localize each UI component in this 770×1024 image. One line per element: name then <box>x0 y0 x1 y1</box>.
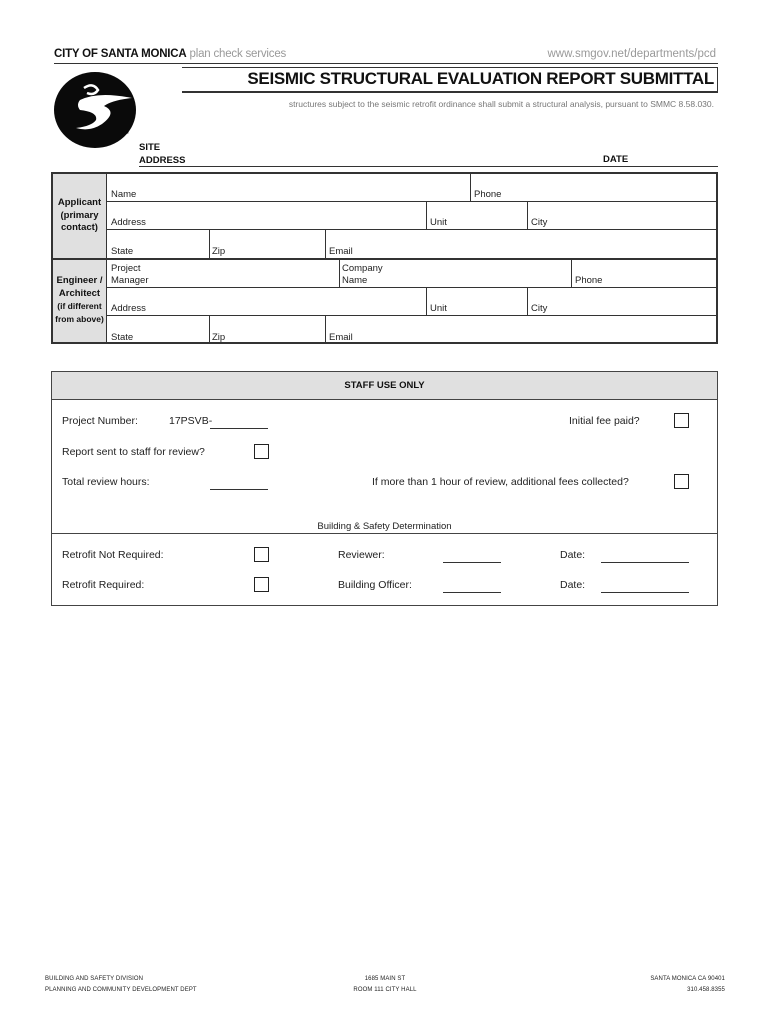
footer-address: 1685 MAIN ST ROOM 111 CITY HALL <box>353 976 417 993</box>
header-agency-line <box>54 48 286 60</box>
project-number-prefix: 17PSVB- <box>169 415 213 427</box>
applicant-state-field[interactable]: State <box>111 246 134 257</box>
engineer-unit-field[interactable]: Unit <box>430 303 447 314</box>
project-number-input[interactable] <box>210 428 268 429</box>
engineer-company-name-field[interactable]: Company Name <box>342 263 383 286</box>
applicant-city-field[interactable]: City <box>531 217 548 228</box>
engineer-state-field[interactable]: State <box>111 332 134 343</box>
footer-division: BUILDING AND SAFETY DIVISION PLANNING AND COMMUNITY DEVELOPMENT DEPT <box>45 976 197 993</box>
title-description: structures subject to the seismic retrofit ordinance shall submit a structural analysis, pursuant to SMMC 8.58.030. <box>288 99 714 109</box>
applicant-name-field[interactable]: Name <box>111 189 137 200</box>
col-divider <box>325 315 326 342</box>
header-rule <box>54 63 718 64</box>
initial-fee-checkbox[interactable] <box>674 413 689 428</box>
row-divider <box>107 201 716 202</box>
col-divider <box>470 174 471 201</box>
engineer-project-manager-field[interactable]: Project Manager <box>111 263 149 286</box>
col-divider <box>426 201 427 229</box>
total-hours-input[interactable] <box>210 489 268 490</box>
initial-fee-label: Initial fee paid? <box>569 415 640 427</box>
page-title: SEISMIC STRUCTURAL EVALUATION REPORT SUBMITTAL <box>247 69 714 88</box>
determination-divider <box>52 533 717 534</box>
col-divider <box>426 287 427 315</box>
city-seal-icon <box>54 72 138 150</box>
website-url: www.smgov.net/departments/pcd <box>547 48 716 60</box>
engineer-zip-field[interactable]: Zip <box>212 332 226 343</box>
applicant-unit-field[interactable]: Unit <box>430 217 447 228</box>
additional-fees-label: If more than 1 hour of review, additional fees collected? <box>372 476 629 488</box>
engineer-city-field[interactable]: City <box>531 303 548 314</box>
site-address-field[interactable] <box>139 166 718 167</box>
total-hours-label: Total review hours: <box>62 476 150 488</box>
staff-use-title: STAFF USE ONLY <box>344 380 425 391</box>
report-sent-label: Report sent to staff for review? <box>62 446 205 458</box>
report-sent-checkbox[interactable] <box>254 444 269 459</box>
officer-date-input[interactable] <box>601 592 689 593</box>
applicant-phone-field[interactable]: Phone <box>474 189 502 200</box>
determination-label: Building & Safety Determination <box>317 521 452 532</box>
reviewer-date-input[interactable] <box>601 562 689 563</box>
engineer-side-label: Engineer / Architect (if different from above) <box>53 258 107 342</box>
col-divider <box>527 287 528 315</box>
agency-name: CITY OF SANTA MONICA <box>54 48 187 60</box>
row-divider <box>107 287 716 288</box>
retrofit-required-checkbox[interactable] <box>254 577 269 592</box>
retrofit-required-label: Retrofit Required: <box>62 579 145 591</box>
reviewer-date-label: Date: <box>560 549 586 561</box>
agency-service: plan check services <box>189 48 287 60</box>
applicant-side-label: Applicant (primary contact) <box>53 174 107 258</box>
engineer-phone-field[interactable]: Phone <box>575 275 603 286</box>
reviewer-label: Reviewer: <box>338 549 385 561</box>
col-divider <box>209 315 210 342</box>
section-divider <box>53 258 716 260</box>
col-divider <box>325 229 326 258</box>
reviewer-input[interactable] <box>443 562 501 563</box>
row-divider <box>107 229 716 230</box>
retrofit-not-required-label: Retrofit Not Required: <box>62 549 164 561</box>
applicant-zip-field[interactable]: Zip <box>212 246 226 257</box>
footer-city-phone: SANTA MONICA CA 90401 310.458.8355 <box>650 976 725 993</box>
additional-fees-checkbox[interactable] <box>674 474 689 489</box>
col-divider <box>571 259 572 287</box>
project-number-label: Project Number: <box>62 415 138 427</box>
svg-text:®: ® <box>126 130 129 135</box>
site-address-label: SITE ADDRESS <box>139 142 186 166</box>
applicant-address-field[interactable]: Address <box>111 217 146 228</box>
staff-use-panel <box>51 371 718 606</box>
applicant-email-field[interactable]: Email <box>329 246 353 257</box>
officer-date-label: Date: <box>560 579 586 591</box>
col-divider <box>339 259 340 287</box>
col-divider <box>209 229 210 258</box>
city-logo <box>54 72 138 150</box>
building-officer-input[interactable] <box>443 592 501 593</box>
site-date-label: DATE <box>603 154 629 165</box>
col-divider <box>527 201 528 229</box>
retrofit-not-required-checkbox[interactable] <box>254 547 269 562</box>
row-divider <box>107 315 716 316</box>
engineer-email-field[interactable]: Email <box>329 332 353 343</box>
building-officer-label: Building Officer: <box>338 579 412 591</box>
engineer-address-field[interactable]: Address <box>111 303 146 314</box>
